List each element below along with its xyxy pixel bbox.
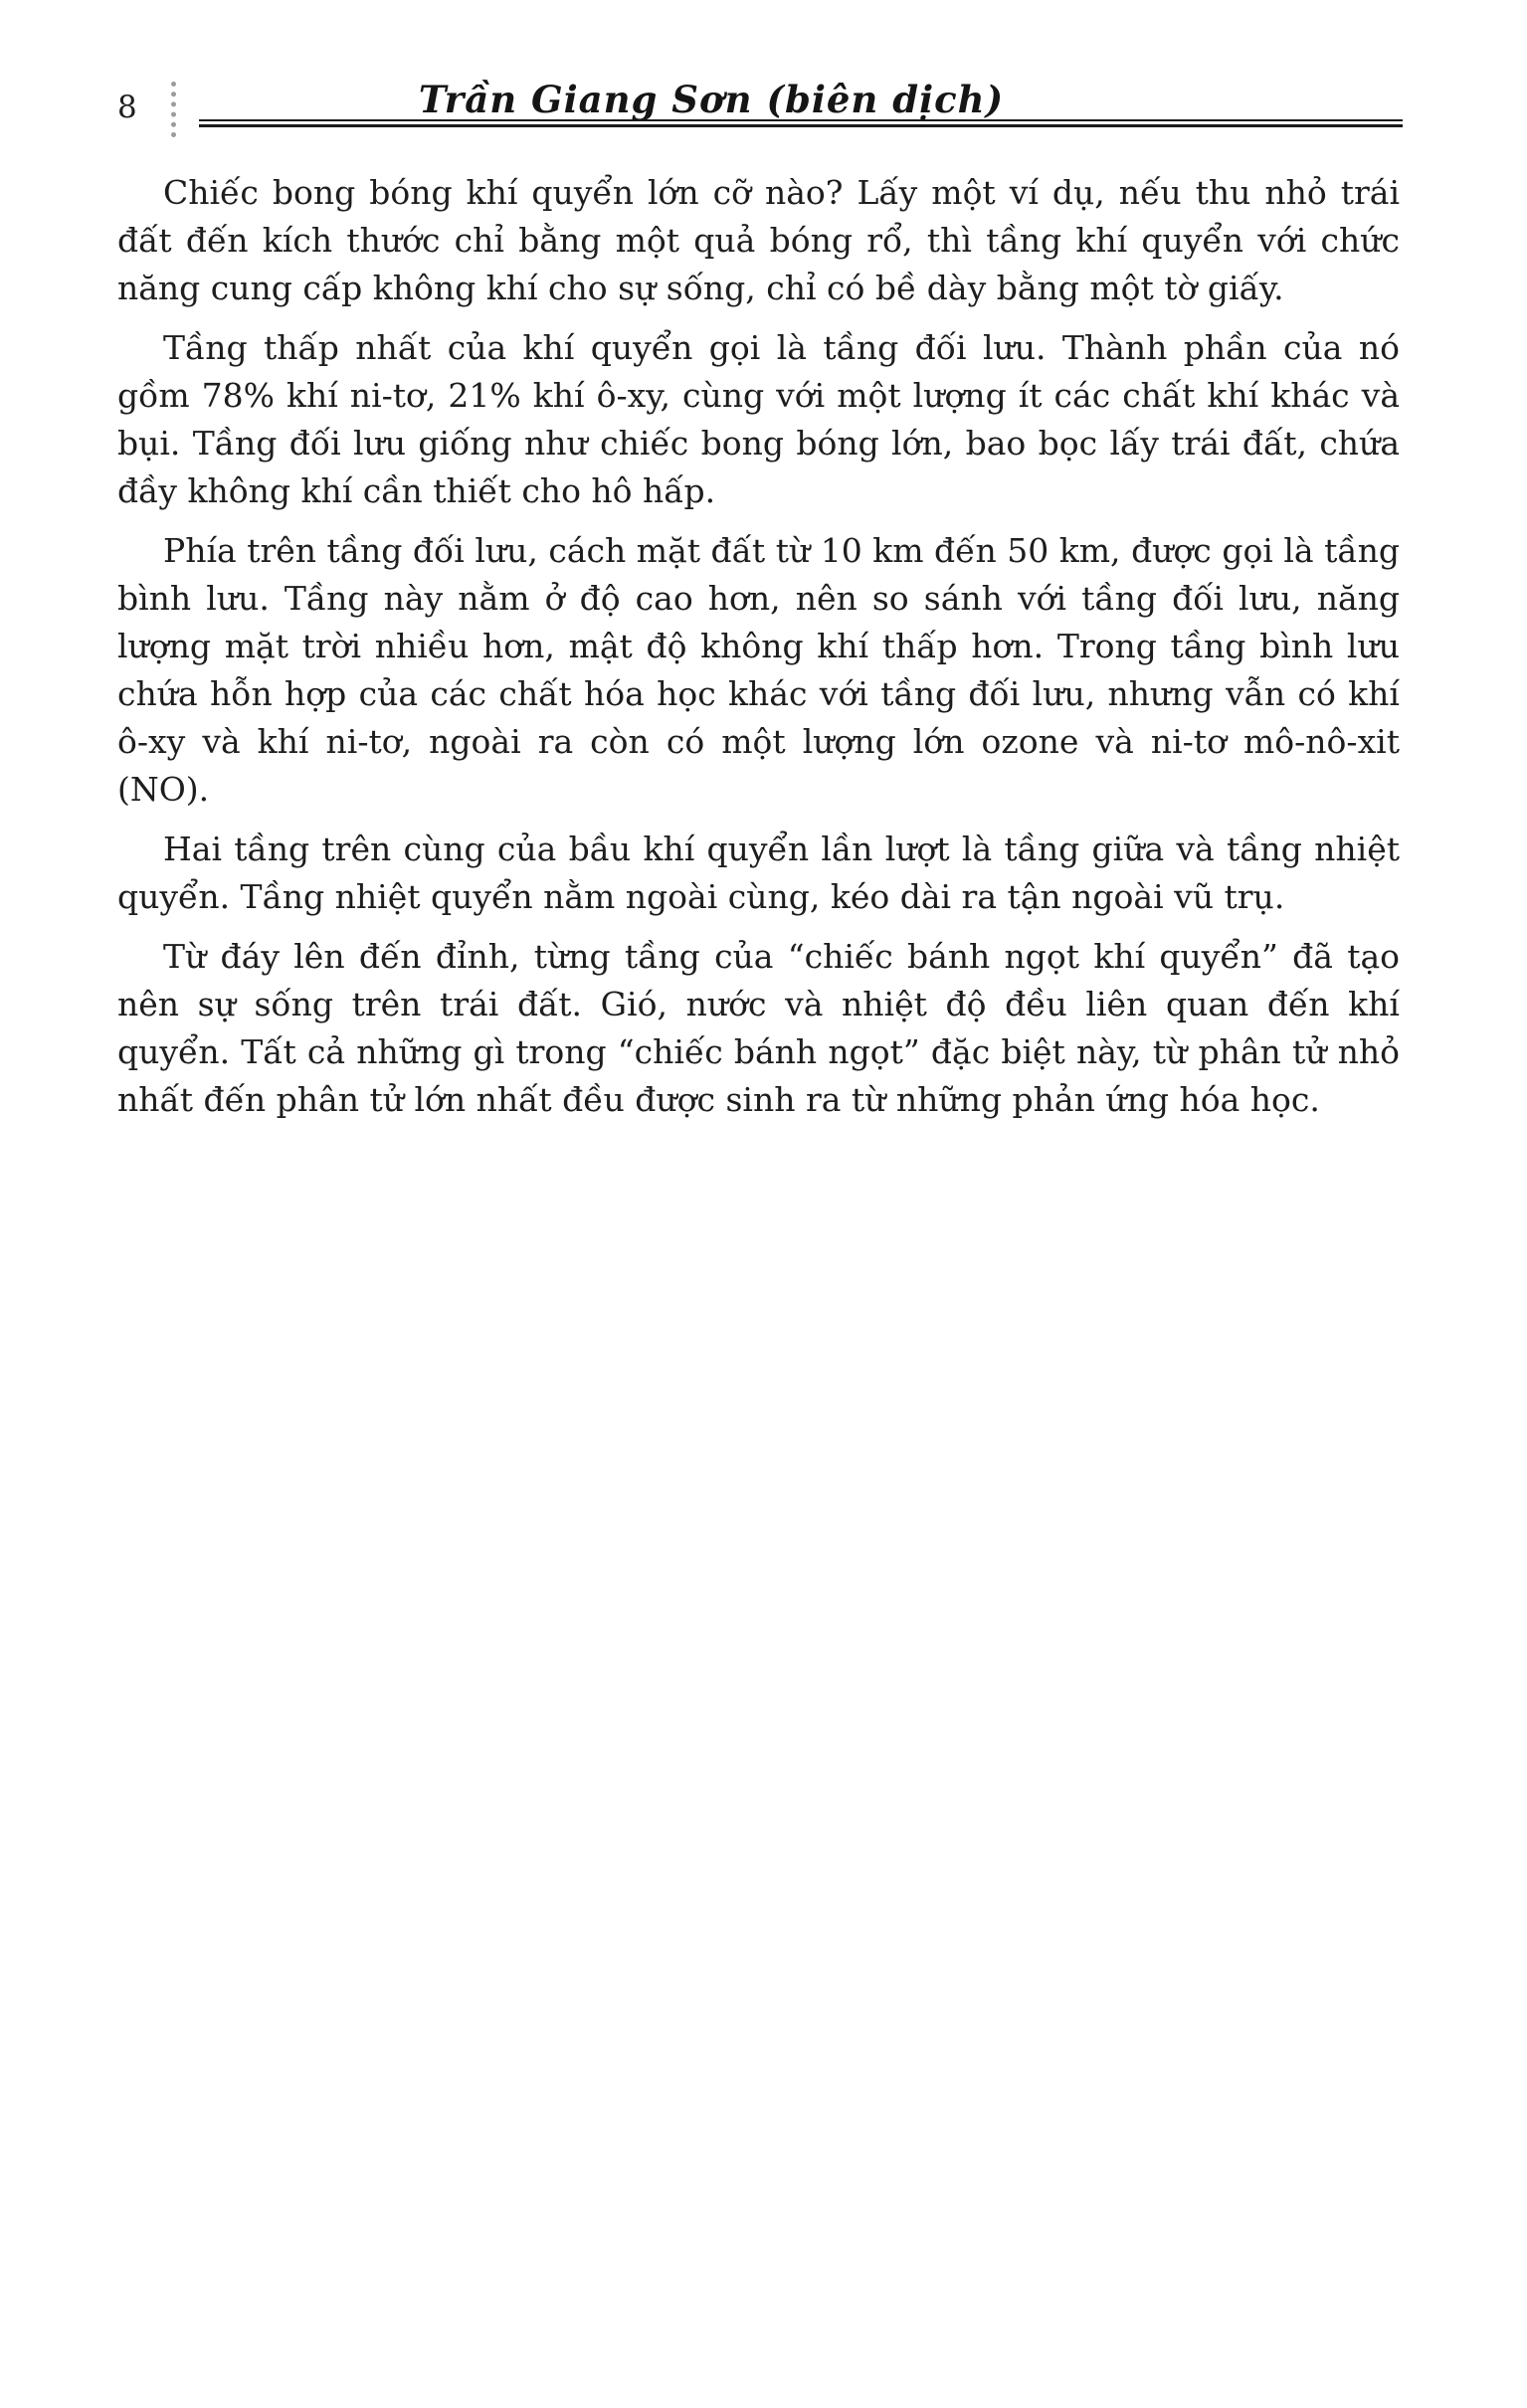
header-rule bbox=[199, 119, 1403, 127]
body-text bbox=[117, 169, 1400, 1136]
page-header bbox=[199, 78, 1224, 121]
header-title: Trần Giang Sơn (biên dịch) bbox=[418, 78, 1005, 121]
dotted-divider bbox=[171, 82, 176, 137]
body-paragraph: Chiếc bong bóng khí quyển lớn cỡ nào? Lấy một ví dụ, nếu thu nhỏ trái đất đến kích thước chỉ bằng một quả bóng rổ, thì tầng khí quyển với chức năng cung cấp không khí cho sự sống, chỉ có bề dày bằng một tờ giấy. bbox=[117, 173, 1400, 307]
body-paragraph: Hai tầng trên cùng của bầu khí quyển lần lượt là tầng giữa và tầng nhiệt quyển. Tầng nhiệt quyển nằm ngoài cùng, kéo dài ra tận ngoài vũ trụ. bbox=[117, 830, 1400, 916]
body-paragraph: Tầng thấp nhất của khí quyển gọi là tầng đối lưu. Thành phần của nó gồm 78% khí ni-tơ, 21% khí ô-xy, cùng với một lượng ít các chất khí khác và bụi. Tầng đối lưu giống như chiếc bong bóng lớn, bao bọc lấy trái đất, chứa đầy không khí cần thiết cho hô hấp. bbox=[117, 328, 1400, 510]
body-paragraph: Từ đáy lên đến đỉnh, từng tầng của “chiếc bánh ngọt khí quyển” đã tạo nên sự sống trên trái đất. Gió, nước và nhiệt độ đều liên quan đến khí quyển. Tất cả những gì trong “chiếc bánh ngọt” đặc biệt này, từ phân tử nhỏ nhất đến phân tử lớn nhất đều được sinh ra từ những phản ứng hóa học. bbox=[117, 937, 1400, 1119]
body-paragraph: Phía trên tầng đối lưu, cách mặt đất từ 10 km đến 50 km, được gọi là tầng bình lưu. Tầng này nằm ở độ cao hơn, nên so sánh với tầng đối lưu, năng lượng mặt trời nhiều hơn, mật độ không khí thấp hơn. Trong tầng bình lưu chứa hỗn hợp của các chất hóa học khác với tầng đối lưu, nhưng vẫn có khí ô-xy và khí ni-tơ, ngoài ra còn có một lượng lớn ozone và ni-tơ mô-nô-xit (NO). bbox=[117, 531, 1400, 809]
page-number: 8 bbox=[117, 90, 137, 125]
